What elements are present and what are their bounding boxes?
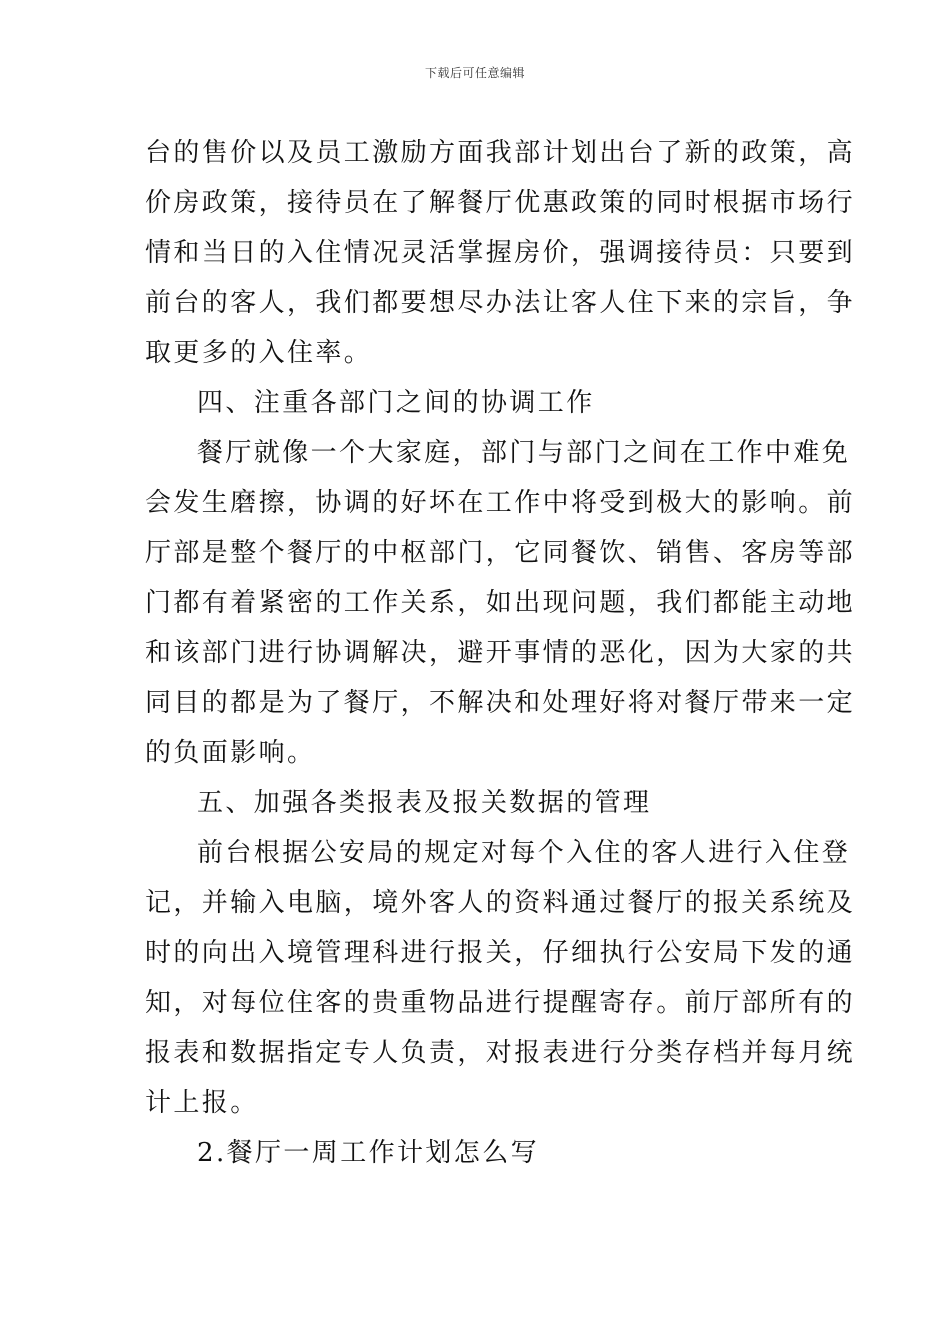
paragraph-line: 情和当日的入住情况灵活掌握房价，强调接待员：只要到 [145, 238, 856, 268]
paragraph-line: 前台的客人，我们都要想尽办法让客人住下来的宗旨，争 [145, 288, 856, 318]
paragraph-line: 和该部门进行协调解决，避开事情的恶化，因为大家的共 [145, 638, 856, 668]
paragraph-line: 时的向出入境管理科进行报关，仔细执行公安局下发的通 [145, 938, 856, 968]
paragraph-line: 门都有着紧密的工作关系，如出现问题，我们都能主动地 [145, 588, 856, 618]
paragraph-line: 计上报。 [145, 1088, 259, 1118]
paragraph-line: 取更多的入住率。 [145, 338, 373, 368]
section-heading: 四、注重各部门之间的协调工作 [197, 388, 595, 418]
paragraph-line: 餐厅就像一个大家庭，部门与部门之间在工作中难免 [197, 438, 851, 468]
paragraph-line: 台的售价以及员工激励方面我部计划出台了新的政策，高 [145, 138, 856, 168]
download-note: 下载后可任意编辑 [424, 66, 525, 80]
paragraph-line: 报表和数据指定专人负责，对报表进行分类存档并每月统 [145, 1038, 856, 1068]
paragraph-line: 同目的都是为了餐厅，不解决和处理好将对餐厅带来一定 [145, 688, 856, 718]
paragraph-line: 厅部是整个餐厅的中枢部门，它同餐饮、销售、客房等部 [145, 538, 856, 568]
document-body [145, 128, 856, 1178]
paragraph-line: 知，对每位住客的贵重物品进行提醒寄存。前厅部所有的 [145, 988, 856, 1018]
paragraph-line: 记，并输入电脑，境外客人的资料通过餐厅的报关系统及 [145, 888, 856, 918]
paragraph-line: 前台根据公安局的规定对每个入住的客人进行入住登 [197, 838, 851, 868]
section-heading: 五、加强各类报表及报关数据的管理 [197, 788, 652, 818]
paragraph-line: 价房政策，接待员在了解餐厅优惠政策的同时根据市场行 [145, 188, 856, 218]
section-heading: 2.餐厅一周工作计划怎么写 [197, 1138, 540, 1168]
paragraph-line: 的负面影响。 [145, 738, 316, 768]
paragraph-line: 会发生磨擦，协调的好坏在工作中将受到极大的影响。前 [145, 488, 856, 518]
